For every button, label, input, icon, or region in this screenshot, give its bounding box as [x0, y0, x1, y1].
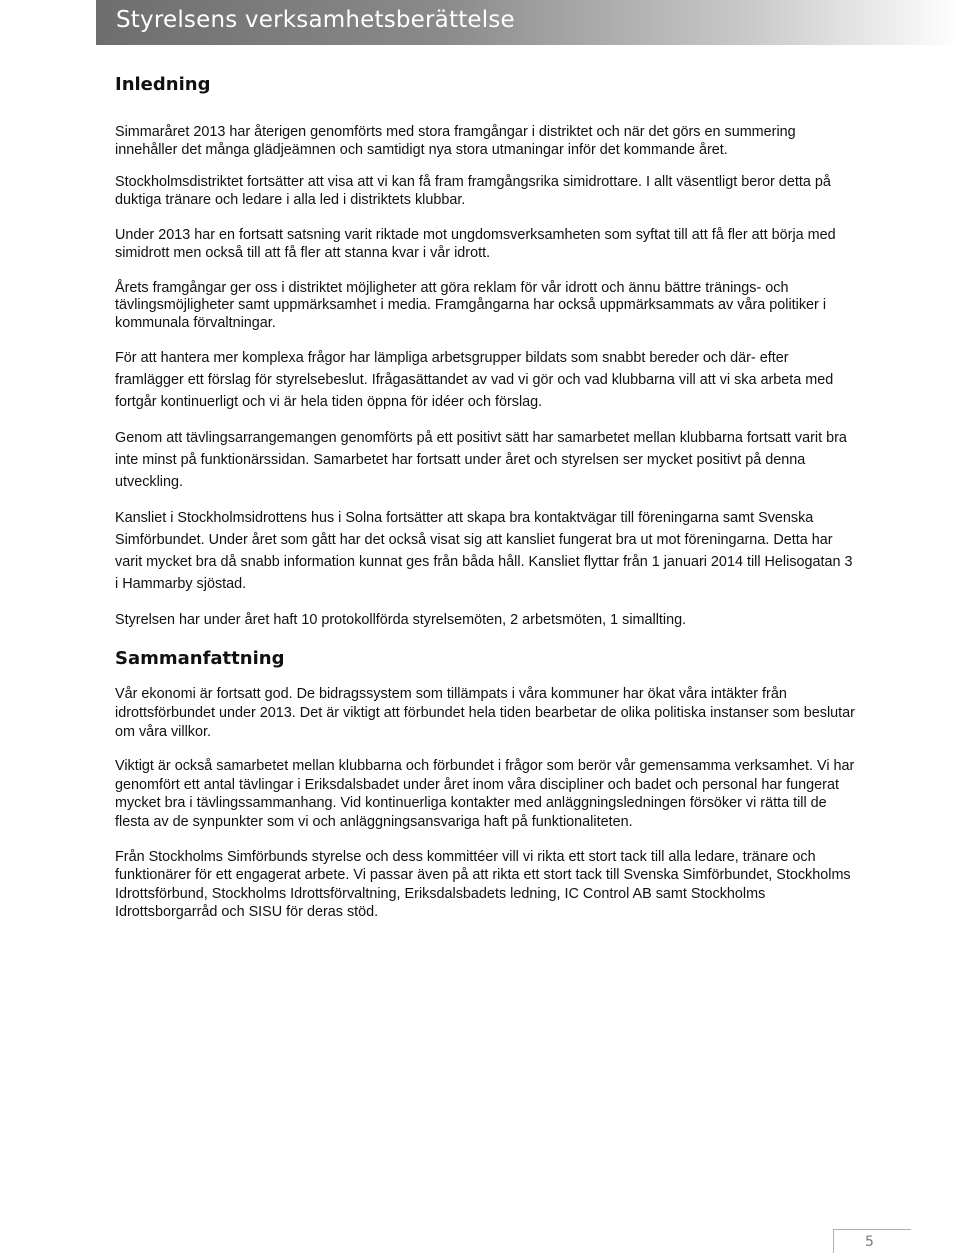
paragraph-workgroups: För att hantera mer komplexa frågor har lämpliga arbetsgrupper bildats som snabbt bereder och där- efter framlägger ett förslag för styrelsebeslut. Ifrågasättandet av vad vi gör och vad klubbarna vill att vi ska arbeta med fortgår kontinuerligt och vi är hela tiden öppna för idéer och förslag. [115, 350, 834, 411]
paragraph-office: Kansliet i Stockholmsidrottens hus i Solna fortsätter att skapa bra kontaktvägar till föreningarna samt Svenska Simförbundet. Under året som gått har det också visat sig att kansliet fungerat bra ut mot föreningarna. Detta har varit mycket bra då snabb information kunnat ges från båda håll. Kansliet flyttar från 1 januari 2014 till Helisogatan 3 i Hammarby sjöstad. [115, 510, 853, 593]
paragraph-competitions: Genom att tävlingsarrangemangen genomförts på ett positivt sätt har samarbetet mellan klubbarna fortsatt varit bra inte minst på funktionärssidan. Samarbetet har fortsatt under året och styrelsen ser mycket positivt på denna utveckling. [115, 430, 847, 491]
paragraph-youth: Under 2013 har en fortsatt satsning varit riktade mot ungdomsverksamheten som syftat till att få fler att börja med simidrott men också till att få fler att stanna kvar i vår idrott. [115, 227, 836, 261]
page-number-box [833, 1229, 911, 1253]
paragraph-district: Stockholmsdistriktet fortsätter att visa att vi kan få fram framgångsrika simidrottare. I allt väsentligt beror detta på duktiga tränare och ledare i alla led i distriktets klubbar. [115, 174, 831, 208]
document-title: Styrelsens verksamhetsberättelse [116, 7, 515, 33]
paragraph-economy: Vår ekonomi är fortsatt god. De bidragssystem som tillämpats i våra kommuner har ökat våra intäkter från idrottsförbundet under 2013. Det är viktigt att förbundet hela tiden bearbetar de olika politiska instanser som beslutar om våra villkor. [115, 686, 855, 740]
paragraph-cooperation: Viktigt är också samarbetet mellan klubbarna och förbundet i frågor som berör vår gemensamma verksamhet. Vi har genomfört ett antal tävlingar i Eriksdalsbadet under året inom våra discipliner och badet och personal har fungerat mycket bra i tävlingssammanhang. Vid kontinuerliga kontakter med anläggningsledningen försöker vi rätta till de flesta av de synpunkter som vi och anläggningsansvariga haft på funktionaliteten. [115, 758, 855, 830]
header-bar [96, 0, 960, 45]
paragraph-intro: Simmaråret 2013 har återigen genomförts med stora framgångar i distriktet och när det görs en summering innehåller det många glädjeämnen och samtidigt nya stora utmaningar inför det kommande året. [115, 124, 796, 158]
section-heading-sammanfattning: Sammanfattning [115, 648, 285, 670]
paragraph-thanks: Från Stockholms Simförbunds styrelse och dess kommittéer vill vi rikta ett stort tack till alla ledare, tränare och funktionärer för ett engagerat arbete. Vi passar även på att rikta ett stort tack till Svenska Simförbundet, Stockholms Idrottsförbund, Stockholms Idrottsförvaltning, Eriksdalsbadets ledning, IC Control AB samt Stockholms Idrottsborgarråd och SISU för deras stöd. [115, 848, 851, 921]
page-number: 5 [865, 1234, 874, 1250]
document-body [115, 74, 855, 922]
paragraph-success: Årets framgångar ger oss i distriktet möjligheter att göra reklam för vår idrott och ännu bättre tränings- och tävlingsmöjligheter samt uppmärksamhet i media. Framgångarna har också uppmärksammats av våra politiker i kommunala förvaltningar. [115, 279, 827, 331]
paragraph-meetings: Styrelsen har under året haft 10 protokollförda styrelsemöten, 2 arbetsmöten, 1 simallting. [115, 612, 687, 629]
section-heading-inledning: Inledning [115, 74, 211, 95]
